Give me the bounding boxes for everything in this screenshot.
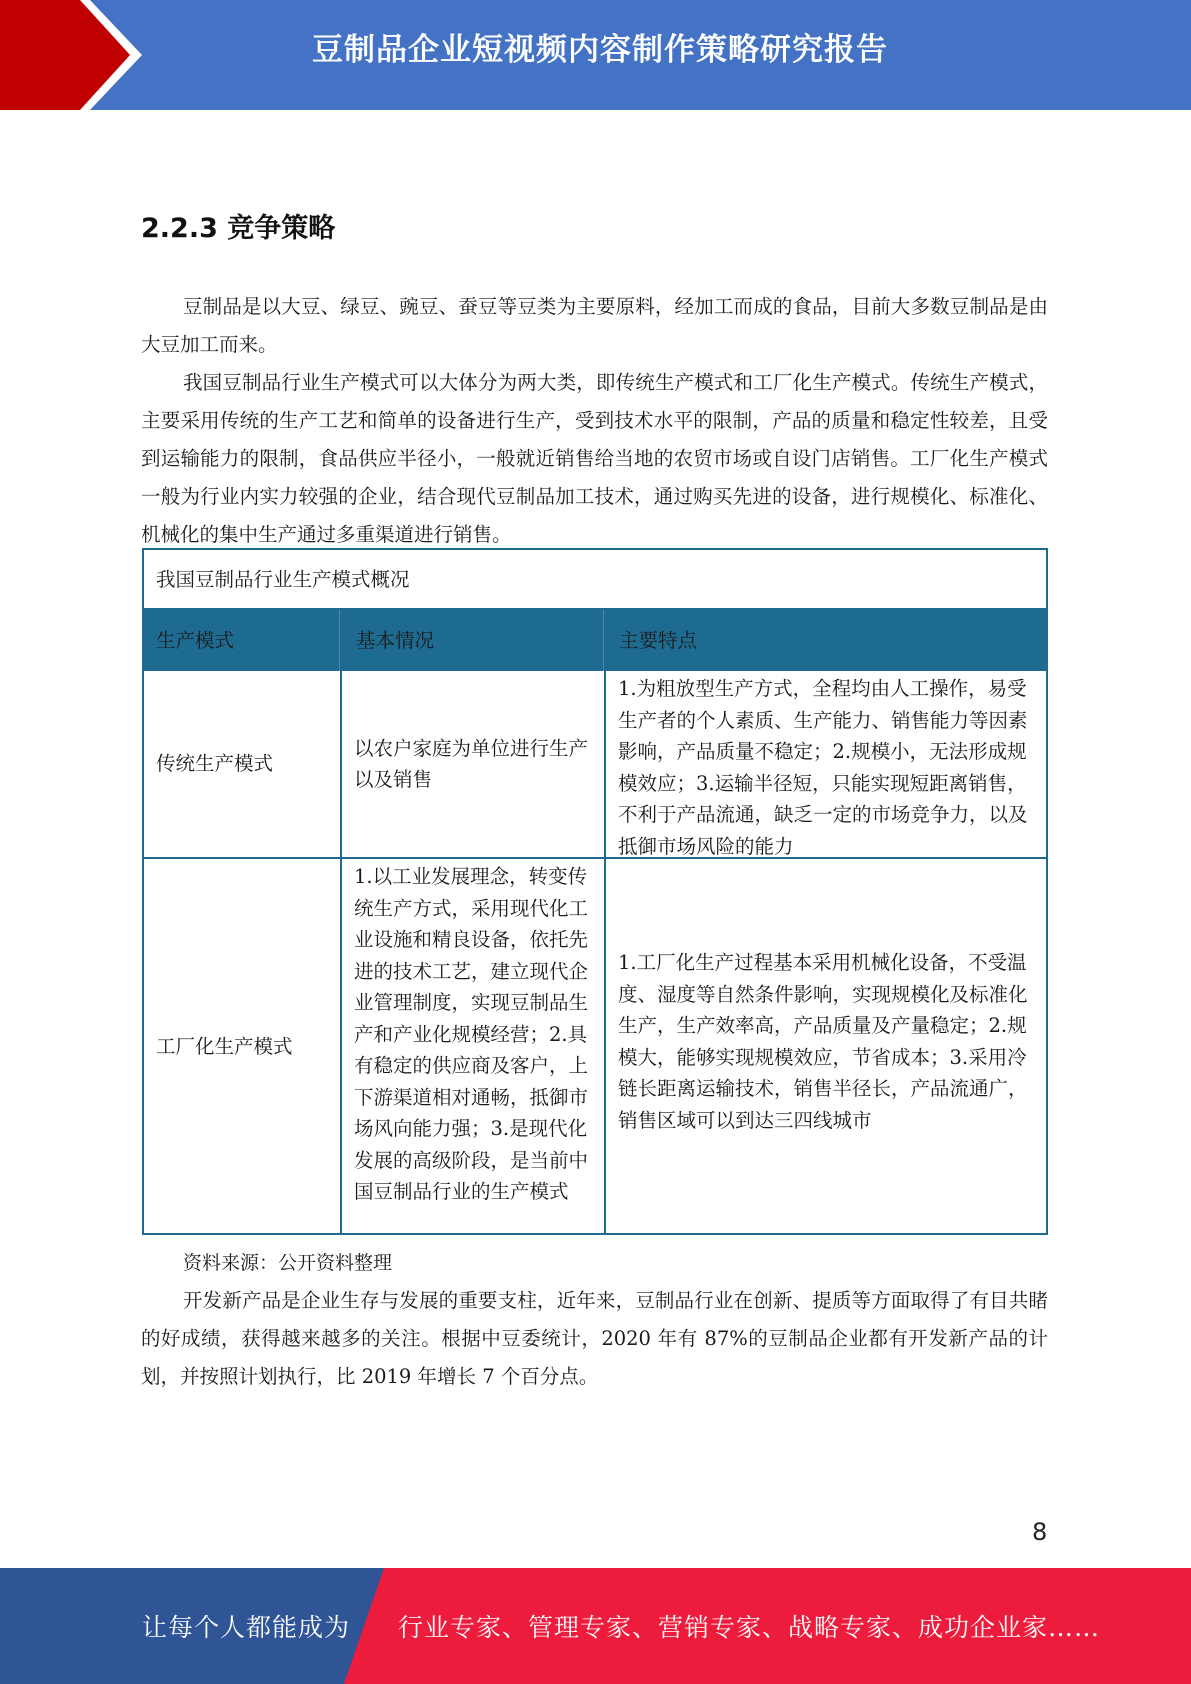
table-cell [606, 859, 1046, 1235]
table-header-row [144, 610, 1046, 671]
cell-features: 1.工厂化生产过程基本采用机械化设备，不受温度、湿度等自然条件影响，实现规模化及标准化生产，生产效率高，产品质量及产量稳定；2.规模大，能够实现规模效应，节省成本；3.采用冷链长距离运输技术，销售半径长，产品流通广，销售区域可以到达三四线城市 [618, 951, 1028, 1132]
header-banner [0, 0, 1191, 110]
footer-slogan-left: 让每个人都能成为 [142, 1613, 351, 1642]
table-row [144, 671, 340, 857]
paragraph-new-products: 开发新产品是企业生存与发展的重要支柱，近年来，豆制品行业在创新、提质等方面取得了有目共睹的好成绩，获得越来越多的关注。根据中豆委统计，2020 年有 87%的豆制品企业都有开发新产品的计划，并按照计划执行，比 2019 年增长 7 个百分点。 [141, 1289, 1048, 1388]
table-cell [342, 859, 604, 1235]
table-cell [342, 671, 604, 857]
report-title: 豆制品企业短视频内容制作策略研究报告 [312, 32, 888, 68]
table-cell [606, 671, 1046, 857]
page-number: 8 [1032, 1518, 1048, 1546]
footer-slogan-right: 行业专家、管理专家、营销专家、战略专家、成功企业家…… [398, 1613, 1101, 1642]
cell-mode: 工厂化生产模式 [156, 1035, 293, 1059]
table-header-mode: 生产模式 [156, 629, 235, 652]
cell-basic: 1.以工业发展理念，转变传统生产方式，采用现代化工业设施和精良设备，依托先进的技术工艺，建立现代企业管理制度，实现豆制品生产和产业化规模经营；2.具有稳定的供应商及客户，上下游渠道相对通畅，抵御市场风向能力强；3.是现代化发展的高级阶段，是当前中国豆制品行业的生产模式 [354, 865, 589, 1203]
paragraph-intro: 豆制品是以大豆、绿豆、豌豆、蚕豆等豆类为主要原料，经加工而成的食品，目前大多数豆制品是由大豆加工而来。 [141, 295, 1048, 356]
paragraph-production-modes: 我国豆制品行业生产模式可以大体分为两大类，即传统生产模式和工厂化生产模式。传统生产模式，主要采用传统的生产工艺和简单的设备进行生产，受到技术水平的限制，产品的质量和稳定性较差，且受到运输能力的限制，食品供应半径小，一般就近销售给当地的农贸市场或自设门店销售。工厂化生产模式一般为行业内实力较强的企业，结合现代豆制品加工技术，通过购买先进的设备，进行规模化、标准化、机械化的集中生产通过多重渠道进行销售。 [141, 371, 1048, 546]
table-caption: 我国豆制品行业生产模式概况 [144, 550, 1046, 610]
cell-basic: 以农户家庭为单位进行生产以及销售 [354, 736, 589, 791]
production-mode-table [142, 548, 1048, 1235]
cell-mode: 传统生产模式 [156, 752, 274, 776]
table-header-features: 主要特点 [619, 629, 698, 652]
table-source-note: 资料来源：公开资料整理 [183, 1252, 393, 1274]
cell-features: 1.为粗放型生产方式，全程均由人工操作，易受生产者的个人素质、生产能力、销售能力等因素影响，产品质量不稳定；2.规模小，无法形成规模效应；3.运输半径短，只能实现短距离销售，不利于产品流通，缺乏一定的市场竞争力，以及抵御市场风险的能力 [618, 677, 1028, 858]
table-row [144, 859, 340, 1235]
table-header-basic: 基本情况 [356, 629, 435, 652]
section-heading: 2.2.3 竞争策略 [141, 213, 336, 244]
